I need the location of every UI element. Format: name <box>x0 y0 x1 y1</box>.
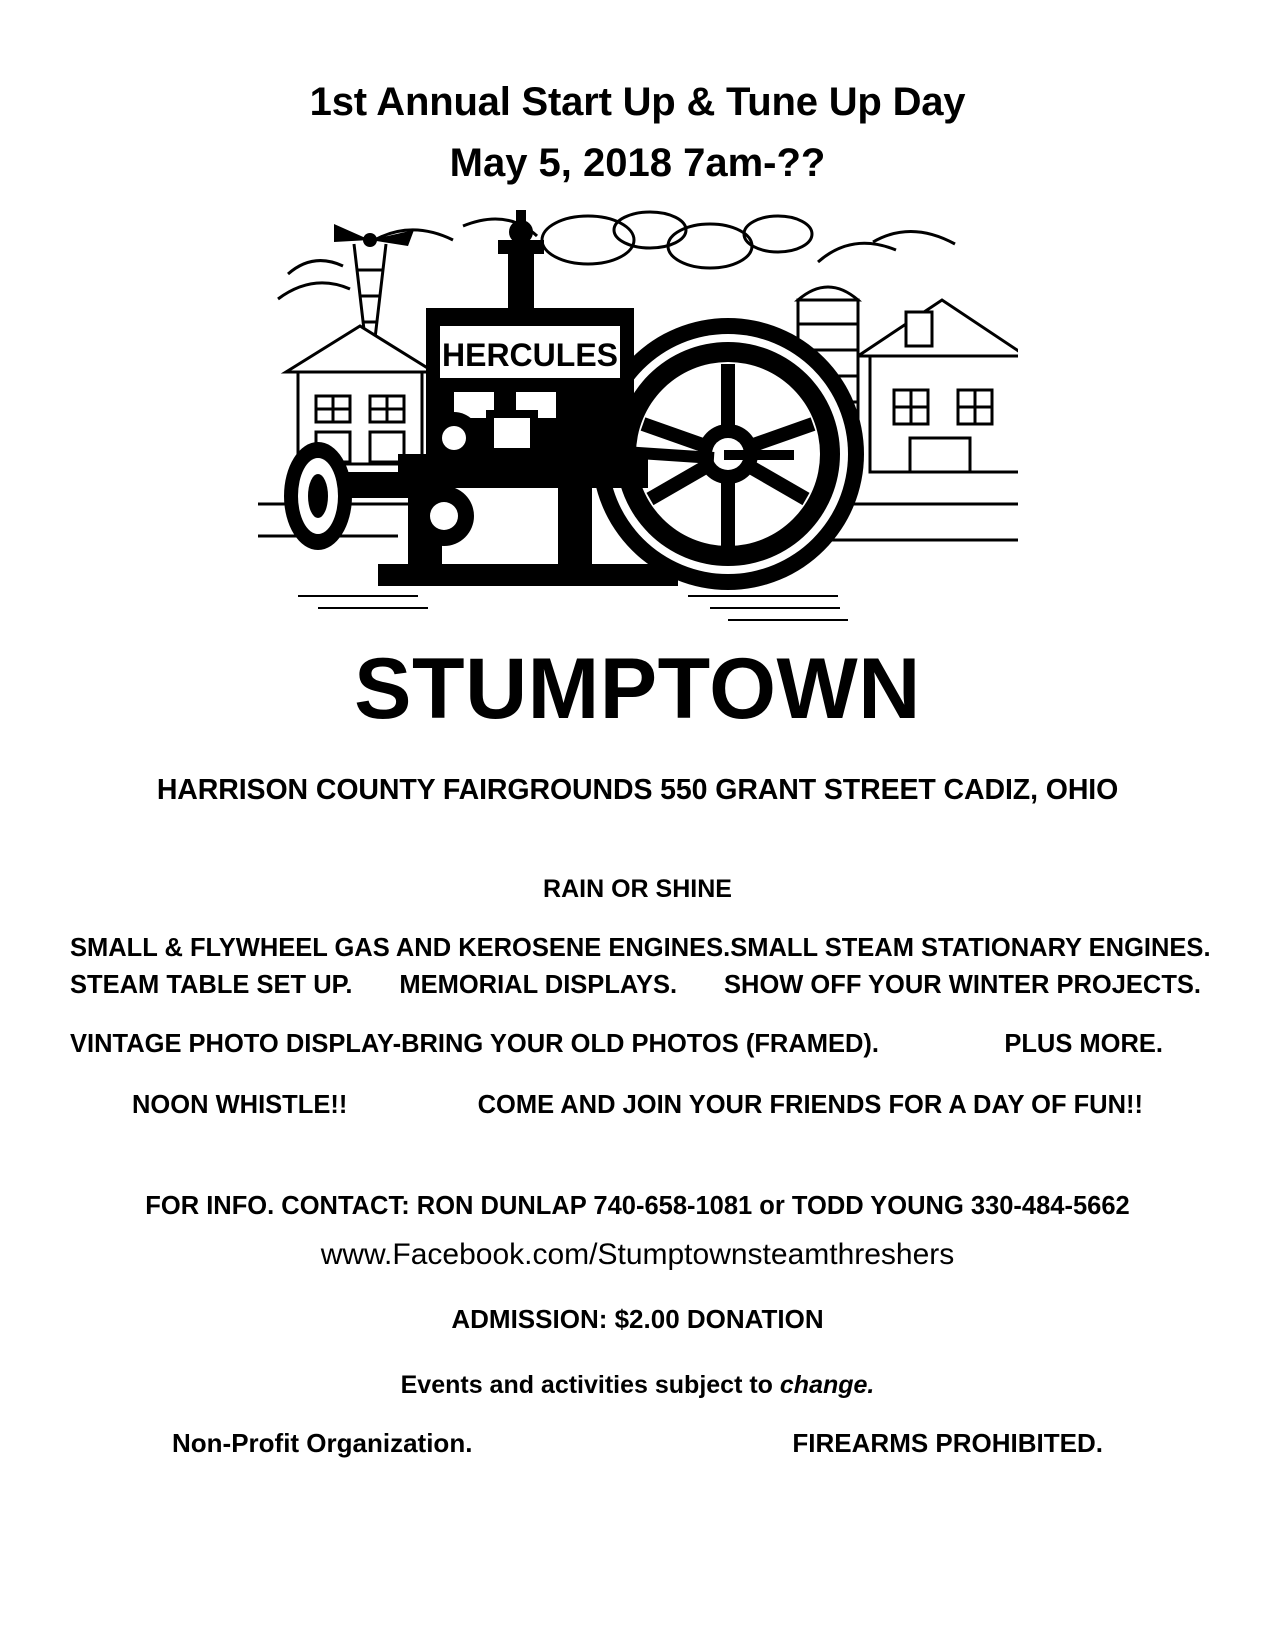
activity-row <box>70 1087 1205 1124</box>
activity-item: SMALL & FLYWHEEL GAS AND KEROSENE ENGINES. <box>70 933 731 962</box>
hercules-engine-illustration <box>258 204 1018 624</box>
event-date-line: May 5, 2018 7am-?? <box>449 140 826 185</box>
subject-prefix: Events and activities subject to <box>400 1371 780 1400</box>
page-title: STUMPTOWN <box>354 640 921 737</box>
activity-item: PLUS MORE. <box>1004 1029 1163 1058</box>
activities-list <box>0 930 1275 1124</box>
activity-item: COME AND JOIN YOUR FRIENDS FOR A DAY OF FUN!! <box>477 1090 1143 1119</box>
activity-row <box>70 967 1205 1004</box>
contact-info: FOR INFO. CONTACT: RON DUNLAP 740-658-1081 or TODD YOUNG 330-484-5662 <box>145 1192 1130 1221</box>
activity-item: MEMORIAL DISPLAYS. <box>399 970 678 999</box>
activity-item: SMALL STEAM STATIONARY ENGINES. <box>730 933 1211 962</box>
activity-item: STEAM TABLE SET UP. <box>70 970 353 999</box>
subject-to-change-note <box>0 1371 1275 1400</box>
activity-item: SHOW OFF YOUR WINTER PROJECTS. <box>724 970 1201 999</box>
footer-notes <box>0 1428 1275 1459</box>
flyer-header <box>0 0 1275 188</box>
nonprofit-note: Non-Profit Organization. <box>172 1428 473 1459</box>
contact-section <box>0 1191 1275 1459</box>
activity-item: NOON WHISTLE!! <box>132 1090 348 1119</box>
activity-row <box>70 930 1211 967</box>
event-title-line1: 1st Annual Start Up & Tune Up Day <box>309 80 966 124</box>
rain-or-shine-note: RAIN OR SHINE <box>543 874 732 903</box>
activity-row <box>70 1026 1205 1063</box>
facebook-link[interactable]: www.Facebook.com/Stumptownsteamthreshers <box>320 1238 955 1272</box>
activity-item: VINTAGE PHOTO DISPLAY-BRING YOUR OLD PHOTOS (FRAMED). <box>70 1029 879 1058</box>
illustration-container <box>0 204 1275 624</box>
venue-address: HARRISON COUNTY FAIRGROUNDS 550 GRANT STREET CADIZ, OHIO <box>156 773 1119 806</box>
subject-emphasis: change. <box>779 1371 875 1400</box>
engine-brand-label: HERCULES <box>441 336 618 373</box>
firearms-note: FIREARMS PROHIBITED. <box>792 1428 1103 1459</box>
admission-info: ADMISSION: $2.00 DONATION <box>451 1304 824 1335</box>
